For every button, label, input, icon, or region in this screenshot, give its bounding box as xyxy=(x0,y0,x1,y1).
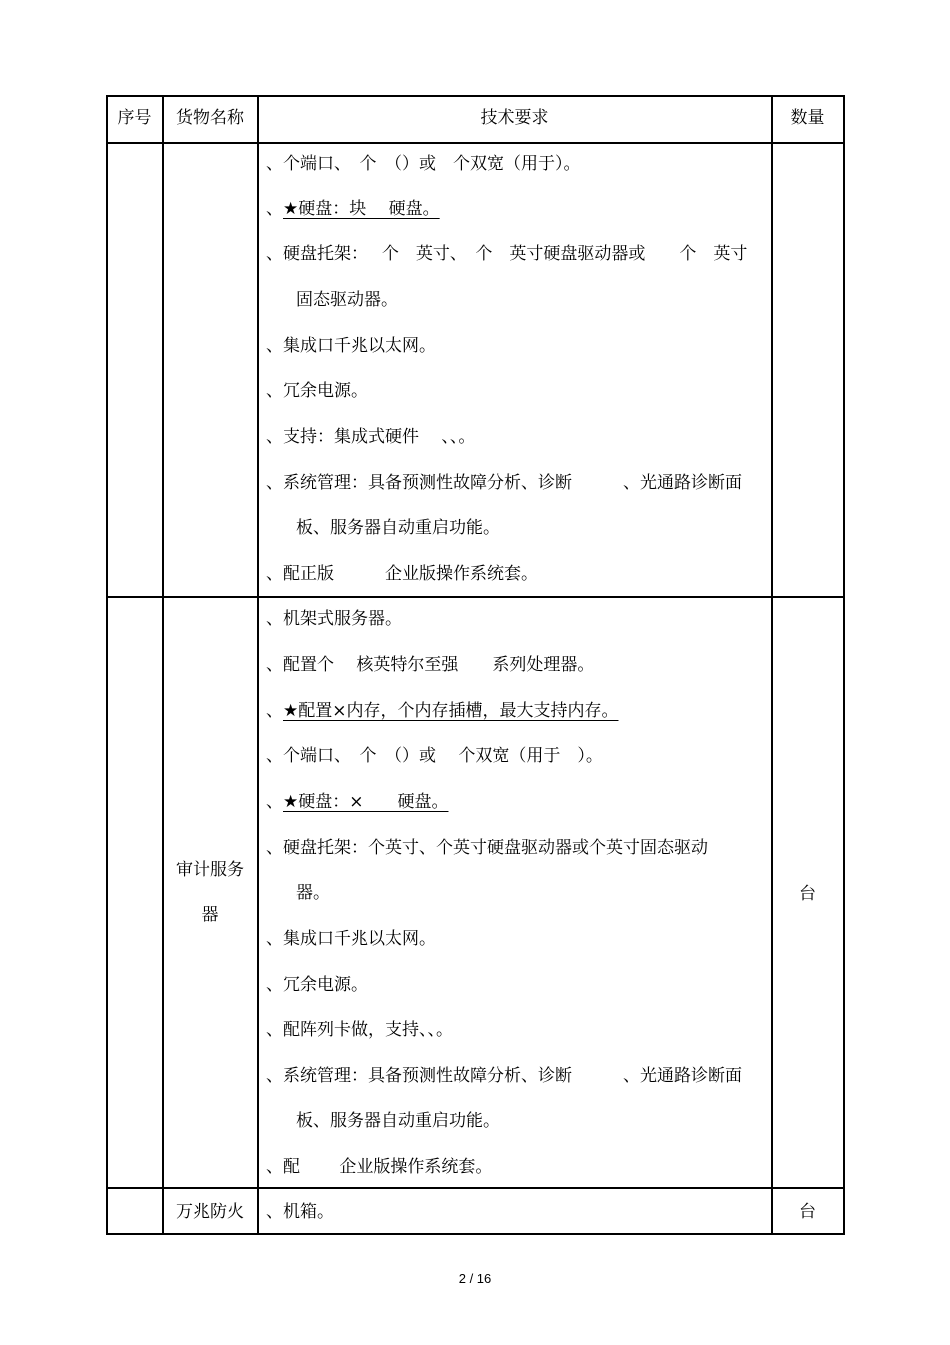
requirement-line: 、系统管理：具备预测性故障分析、诊断 、光通路诊断面 xyxy=(266,1066,742,1086)
requirement-line: 、配阵列卡做，支持、、。 xyxy=(266,1020,453,1040)
requirement-line: 器。 xyxy=(296,883,330,903)
header-index: 序号 xyxy=(117,108,152,128)
requirement-line: 、机箱。 xyxy=(266,1202,334,1222)
page-number: 2 / 16 xyxy=(458,1271,492,1286)
requirement-line: 、硬盘托架：个英寸、个英寸硬盘驱动器或个英寸固态驱动 xyxy=(266,838,708,858)
requirement-line: 、配置个 核英特尔至强 系列处理器。 xyxy=(266,655,595,675)
requirement-line: 、冗余电源。 xyxy=(266,975,368,995)
underlined-text: ★硬盘：块 硬盘。 xyxy=(283,199,440,219)
item-name: 万兆防火 xyxy=(176,1202,244,1222)
requirement-line: 、配 企业版操作系统套。 xyxy=(266,1157,493,1177)
requirement-line: 、集成口千兆以太网。 xyxy=(266,336,436,356)
header-name: 货物名称 xyxy=(176,108,244,128)
item-quantity: 台 xyxy=(799,884,816,904)
requirement-line: 、支持：集成式硬件 、、。 xyxy=(266,427,476,447)
requirement-line: 、系统管理：具备预测性故障分析、诊断 、光通路诊断面 xyxy=(266,473,742,493)
underlined-text: ★硬盘：× 硬盘。 xyxy=(283,792,449,812)
item-quantity: 台 xyxy=(799,1202,816,1222)
requirement-line: 、★硬盘：× 硬盘。 xyxy=(266,792,449,812)
requirement-line: 、★硬盘：块 硬盘。 xyxy=(266,199,440,219)
requirement-line: 、冗余电源。 xyxy=(266,381,368,401)
requirement-line: 、★配置×内存，个内存插槽，最大支持内存。 xyxy=(266,701,619,721)
item-name: 器 xyxy=(201,905,219,925)
underlined-text: ★配置×内存，个内存插槽，最大支持内存。 xyxy=(283,701,619,721)
item-name: 审计服务 xyxy=(176,860,244,880)
requirement-line: 、配正版 企业版操作系统套。 xyxy=(266,564,538,584)
requirement-line: 固态驱动器。 xyxy=(296,290,398,310)
header-quantity: 数量 xyxy=(790,108,825,128)
requirement-line: 、个端口、 个 （）或 个双宽（用于）。 xyxy=(266,154,581,174)
requirement-line: 、硬盘托架： 个 英寸、 个 英寸硬盘驱动器或 个 英寸 xyxy=(266,244,748,264)
requirement-line: 、集成口千兆以太网。 xyxy=(266,929,436,949)
requirement-line: 板、服务器自动重启功能。 xyxy=(296,1111,500,1131)
header-requirements: 技术要求 xyxy=(480,108,549,128)
requirement-line: 、个端口、 个 （）或 个双宽（用于 ）。 xyxy=(266,746,603,766)
requirement-line: 、机架式服务器。 xyxy=(266,609,402,629)
requirement-line: 板、服务器自动重启功能。 xyxy=(296,518,500,538)
